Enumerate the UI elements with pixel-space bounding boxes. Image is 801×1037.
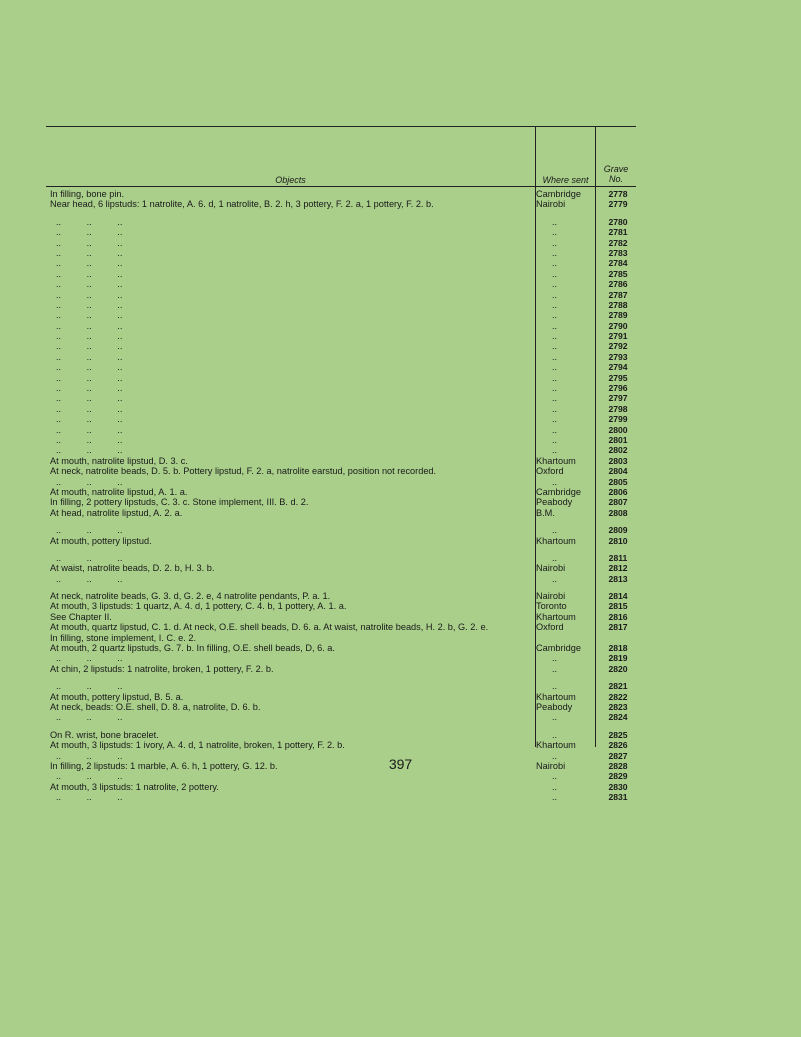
where-sent-cell: ..	[552, 279, 558, 290]
grave-number-cell: 2794	[608, 362, 628, 373]
grave-number-cell: 2792	[608, 341, 628, 352]
grave-number-cell: 2813	[608, 573, 628, 584]
where-sent-cell: Nairobi	[536, 591, 566, 602]
objects-cell: In filling, 2 pottery lipstuds, C. 3. c. Stone implement, III. B. d. 2.	[50, 497, 309, 508]
where-sent-cell	[536, 210, 594, 217]
grave-number-cell: 2780	[608, 216, 628, 227]
where-sent-cell: Oxford	[536, 622, 564, 633]
where-sent-cell: Khartoum	[536, 535, 576, 546]
grave-number-cell: 2793	[608, 351, 628, 362]
objects-cell: .. .. ..	[56, 258, 123, 269]
where-sent-cell: ..	[552, 289, 558, 300]
grave-number-cell: 2784	[608, 258, 628, 269]
grave-number-cell: 2814	[608, 591, 628, 602]
objects-cell: In filling, stone implement, I. C. e. 2.	[50, 632, 197, 643]
grave-number-cell: 2778	[608, 189, 628, 199]
grave-number-cell: 2819	[608, 653, 628, 664]
objects-column	[50, 189, 534, 802]
where-sent-cell: ..	[552, 414, 558, 425]
objects-cell: .. .. ..	[56, 362, 123, 373]
objects-cell: At neck, beads: O.E. shell, D. 8. a, natrolite, D. 6. b.	[50, 701, 261, 712]
objects-cell	[50, 723, 534, 730]
objects-cell: .. .. ..	[56, 712, 123, 723]
where-sent-cell: ..	[552, 320, 558, 331]
objects-cell: .. .. ..	[56, 268, 123, 279]
objects-cell: .. .. ..	[56, 573, 123, 584]
grave-number-cell: 2783	[608, 247, 628, 258]
where-sent-cell: ..	[552, 781, 558, 792]
where-sent-cell: Nairobi	[536, 199, 566, 210]
where-sent-cell: ..	[552, 712, 558, 723]
where-sent-cell: Cambridge	[536, 643, 581, 654]
where-sent-cell	[536, 723, 594, 730]
grave-number-cell: 2807	[608, 497, 628, 508]
where-sent-cell: B.M.	[536, 507, 555, 518]
objects-cell: At mouth, pottery lipstud, B. 5. a.	[50, 691, 184, 702]
column-divider	[595, 127, 596, 747]
objects-cell: At mouth, quartz lipstud, C. 1. d. At neck, O.E. shell beads, D. 6. a. At waist, natrolite beads, H. 2. b, G. 2. e.	[50, 622, 489, 633]
grave-number-cell	[600, 633, 636, 643]
where-sent-cell: Cambridge	[536, 189, 581, 199]
where-sent-cell: ..	[552, 771, 558, 782]
grave-number-cell: 2785	[608, 268, 628, 279]
where-sent-cell: ..	[552, 351, 558, 362]
grave-number-cell: 2787	[608, 289, 628, 300]
objects-cell	[50, 210, 534, 217]
where-sent-cell: Oxford	[536, 466, 564, 477]
objects-cell: At mouth, 2 quartz lipstuds, G. 7. b. In filling, O.E. shell beads, D, 6. a.	[50, 643, 335, 654]
where-sent-cell: ..	[552, 372, 558, 383]
objects-cell: .. .. ..	[56, 681, 123, 692]
grave-number-cell: 2828	[608, 760, 628, 771]
objects-cell: At mouth, natrolite lipstud, D. 3. c.	[50, 455, 188, 466]
grave-number-cell: 2790	[608, 320, 628, 331]
objects-cell: At waist, natrolite beads, D. 2. b, H. 3. b.	[50, 563, 215, 574]
objects-cell: At neck, natrolite beads, D. 5. b. Pottery lipstud, F. 2. a, natrolite earstud, position not recorded.	[50, 466, 437, 477]
grave-number-cell: 2797	[608, 393, 628, 404]
objects-cell: .. .. ..	[56, 653, 123, 664]
grave-number-cell: 2818	[608, 643, 628, 654]
where-sent-cell: ..	[552, 227, 558, 238]
objects-cell	[50, 518, 534, 525]
grave-number-cell: 2789	[608, 310, 628, 321]
objects-cell: .. .. ..	[56, 216, 123, 227]
grave-number-cell: 2781	[608, 227, 628, 238]
where-sent-cell: ..	[552, 552, 558, 563]
grave-number-cell	[600, 723, 636, 730]
where-sent-cell: ..	[552, 383, 558, 394]
objects-cell: .. .. ..	[56, 227, 123, 238]
grave-number-cell: 2801	[608, 434, 628, 445]
grave-number-column	[600, 189, 636, 802]
grave-number-cell: 2825	[608, 729, 628, 740]
grave-number-cell: 2803	[608, 455, 628, 466]
objects-cell: .. .. ..	[56, 792, 123, 803]
objects-cell: .. .. ..	[56, 750, 123, 761]
where-sent-cell: Khartoum	[536, 691, 576, 702]
grave-number-cell: 2815	[608, 601, 628, 612]
grave-number-cell: 2795	[608, 372, 628, 383]
grave-number-cell: 2800	[608, 424, 628, 435]
where-sent-cell: ..	[552, 216, 558, 227]
where-sent-cell	[536, 518, 594, 525]
where-sent-cell: ..	[552, 393, 558, 404]
where-sent-cell: ..	[552, 573, 558, 584]
grave-number-cell: 2809	[608, 525, 628, 536]
where-sent-cell: Khartoum	[536, 611, 576, 622]
where-sent-column	[536, 189, 594, 802]
where-sent-cell: ..	[552, 476, 558, 487]
objects-cell: At mouth, pottery lipstud.	[50, 535, 152, 546]
grave-number-cell: 2827	[608, 750, 628, 761]
objects-cell: .. .. ..	[56, 372, 123, 383]
grave-number-cell: 2786	[608, 279, 628, 290]
objects-cell	[50, 674, 534, 681]
where-sent-cell	[536, 674, 594, 681]
grave-number-cell: 2812	[608, 563, 628, 574]
objects-cell: Near head, 6 lipstuds: 1 natrolite, A. 6. d, 1 natrolite, B. 2. h, 3 pottery, F. 2. a, 1 pottery, F. 2. b.	[50, 199, 434, 210]
page-number: 397	[388, 756, 413, 772]
grave-number-cell: 2829	[608, 771, 628, 782]
grave-number-cell: 2782	[608, 237, 628, 248]
objects-cell: At head, natrolite lipstud, A. 2. a.	[50, 507, 183, 518]
objects-cell: .. .. ..	[56, 279, 123, 290]
where-sent-cell: ..	[552, 729, 558, 740]
grave-number-cell: 2808	[608, 507, 628, 518]
grave-number-cell: 2805	[608, 476, 628, 487]
where-sent-cell: ..	[552, 445, 558, 456]
where-sent-cell: ..	[552, 434, 558, 445]
objects-cell: .. .. ..	[56, 403, 123, 414]
where-sent-cell	[536, 633, 594, 643]
objects-cell: .. .. ..	[56, 434, 123, 445]
objects-cell: At mouth, 3 lipstuds: 1 natrolite, 2 pottery.	[50, 781, 219, 792]
grave-number-cell: 2821	[608, 681, 628, 692]
header-rule	[46, 186, 636, 187]
grave-number-cell: 2820	[608, 663, 628, 674]
where-sent-cell: Cambridge	[536, 486, 581, 497]
where-sent-cell: ..	[552, 258, 558, 269]
where-sent-cell: ..	[552, 424, 558, 435]
grave-number-cell: 2816	[608, 611, 628, 622]
where-sent-cell: ..	[552, 525, 558, 536]
grave-number-cell: 2830	[608, 781, 628, 792]
grave-number-cell: 2806	[608, 486, 628, 497]
grave-number-cell: 2810	[608, 535, 628, 546]
where-sent-cell: ..	[552, 792, 558, 803]
where-sent-cell: Peabody	[536, 701, 573, 712]
objects-cell: .. .. ..	[56, 771, 123, 782]
where-sent-cell: ..	[552, 750, 558, 761]
objects-cell: .. .. ..	[56, 552, 123, 563]
where-sent-cell: ..	[552, 341, 558, 352]
header-where-sent: Where sent	[542, 175, 589, 185]
where-sent-cell: Khartoum	[536, 455, 576, 466]
grave-number-cell	[600, 210, 636, 217]
grave-number-cell: 2796	[608, 383, 628, 394]
grave-number-cell	[600, 674, 636, 681]
header-grave-no: Grave No.	[603, 164, 629, 184]
objects-cell: See Chapter II.	[50, 611, 112, 622]
grave-number-cell: 2779	[608, 199, 628, 210]
where-sent-cell: ..	[552, 653, 558, 664]
objects-cell	[50, 584, 534, 591]
objects-cell: In filling, bone pin.	[50, 189, 125, 199]
objects-cell: .. .. ..	[56, 331, 123, 342]
grave-number-cell	[600, 584, 636, 591]
grave-number-cell: 2804	[608, 466, 628, 477]
grave-number-cell: 2831	[608, 792, 628, 803]
objects-cell: In filling, 2 lipstuds: 1 marble, A. 6. h, 1 pottery, G. 12. b.	[50, 760, 278, 771]
where-sent-cell: ..	[552, 362, 558, 373]
where-sent-cell: ..	[552, 681, 558, 692]
where-sent-cell	[536, 584, 594, 591]
where-sent-cell: Peabody	[536, 497, 573, 508]
where-sent-cell: Nairobi	[536, 760, 566, 771]
objects-cell: At mouth, 3 lipstuds: 1 ivory, A. 4. d, 1 natrolite, broken, 1 pottery, F. 2. b.	[50, 740, 345, 751]
objects-cell: .. .. ..	[56, 476, 123, 487]
objects-cell: .. .. ..	[56, 383, 123, 394]
where-sent-cell: Khartoum	[536, 740, 576, 751]
where-sent-cell: ..	[552, 268, 558, 279]
objects-cell: At mouth, 3 lipstuds: 1 quartz, A. 4. d, 1 pottery, C. 4. b, 1 pottery, A. 1. a.	[50, 601, 347, 612]
objects-cell: .. .. ..	[56, 237, 123, 248]
objects-cell: .. .. ..	[56, 320, 123, 331]
objects-cell: At mouth, natrolite lipstud, A. 1. a.	[50, 486, 188, 497]
grave-number-cell: 2811	[608, 552, 628, 563]
where-sent-cell: Toronto	[536, 601, 567, 612]
grave-number-cell: 2824	[608, 712, 628, 723]
grave-number-cell: 2788	[608, 299, 628, 310]
grave-number-cell: 2823	[608, 701, 628, 712]
grave-number-cell	[600, 546, 636, 553]
grave-number-cell: 2826	[608, 740, 628, 751]
objects-cell: At neck, natrolite beads, G. 3. d, G. 2. e, 4 natrolite pendants, P. a. 1.	[50, 591, 331, 602]
objects-cell: .. .. ..	[56, 310, 123, 321]
where-sent-cell: ..	[552, 247, 558, 258]
grave-number-cell: 2802	[608, 445, 628, 456]
objects-cell: .. .. ..	[56, 247, 123, 258]
objects-cell: .. .. ..	[56, 414, 123, 425]
where-sent-cell: ..	[552, 310, 558, 321]
where-sent-cell: Nairobi	[536, 563, 566, 574]
where-sent-cell: ..	[552, 331, 558, 342]
objects-cell: .. .. ..	[56, 393, 123, 404]
grave-number-cell: 2798	[608, 403, 628, 414]
objects-cell: .. .. ..	[56, 445, 123, 456]
where-sent-cell: ..	[552, 237, 558, 248]
header-objects: Objects	[275, 175, 306, 185]
objects-cell: At chin, 2 lipstuds: 1 natrolite, broken, 1 pottery, F. 2. b.	[50, 663, 274, 674]
where-sent-cell: ..	[552, 663, 558, 674]
objects-cell	[50, 546, 534, 553]
objects-cell: .. .. ..	[56, 525, 123, 536]
objects-cell: On R. wrist, bone bracelet.	[50, 729, 159, 740]
grave-number-cell: 2822	[608, 691, 628, 702]
objects-cell: .. .. ..	[56, 341, 123, 352]
grave-number-cell	[600, 518, 636, 525]
objects-cell: .. .. ..	[56, 299, 123, 310]
grave-number-cell: 2791	[608, 331, 628, 342]
grave-number-cell: 2817	[608, 622, 628, 633]
where-sent-cell	[536, 546, 594, 553]
where-sent-cell: ..	[552, 299, 558, 310]
objects-cell: .. .. ..	[56, 289, 123, 300]
where-sent-cell: ..	[552, 403, 558, 414]
objects-cell: .. .. ..	[56, 424, 123, 435]
objects-cell: .. .. ..	[56, 351, 123, 362]
grave-number-cell: 2799	[608, 414, 628, 425]
